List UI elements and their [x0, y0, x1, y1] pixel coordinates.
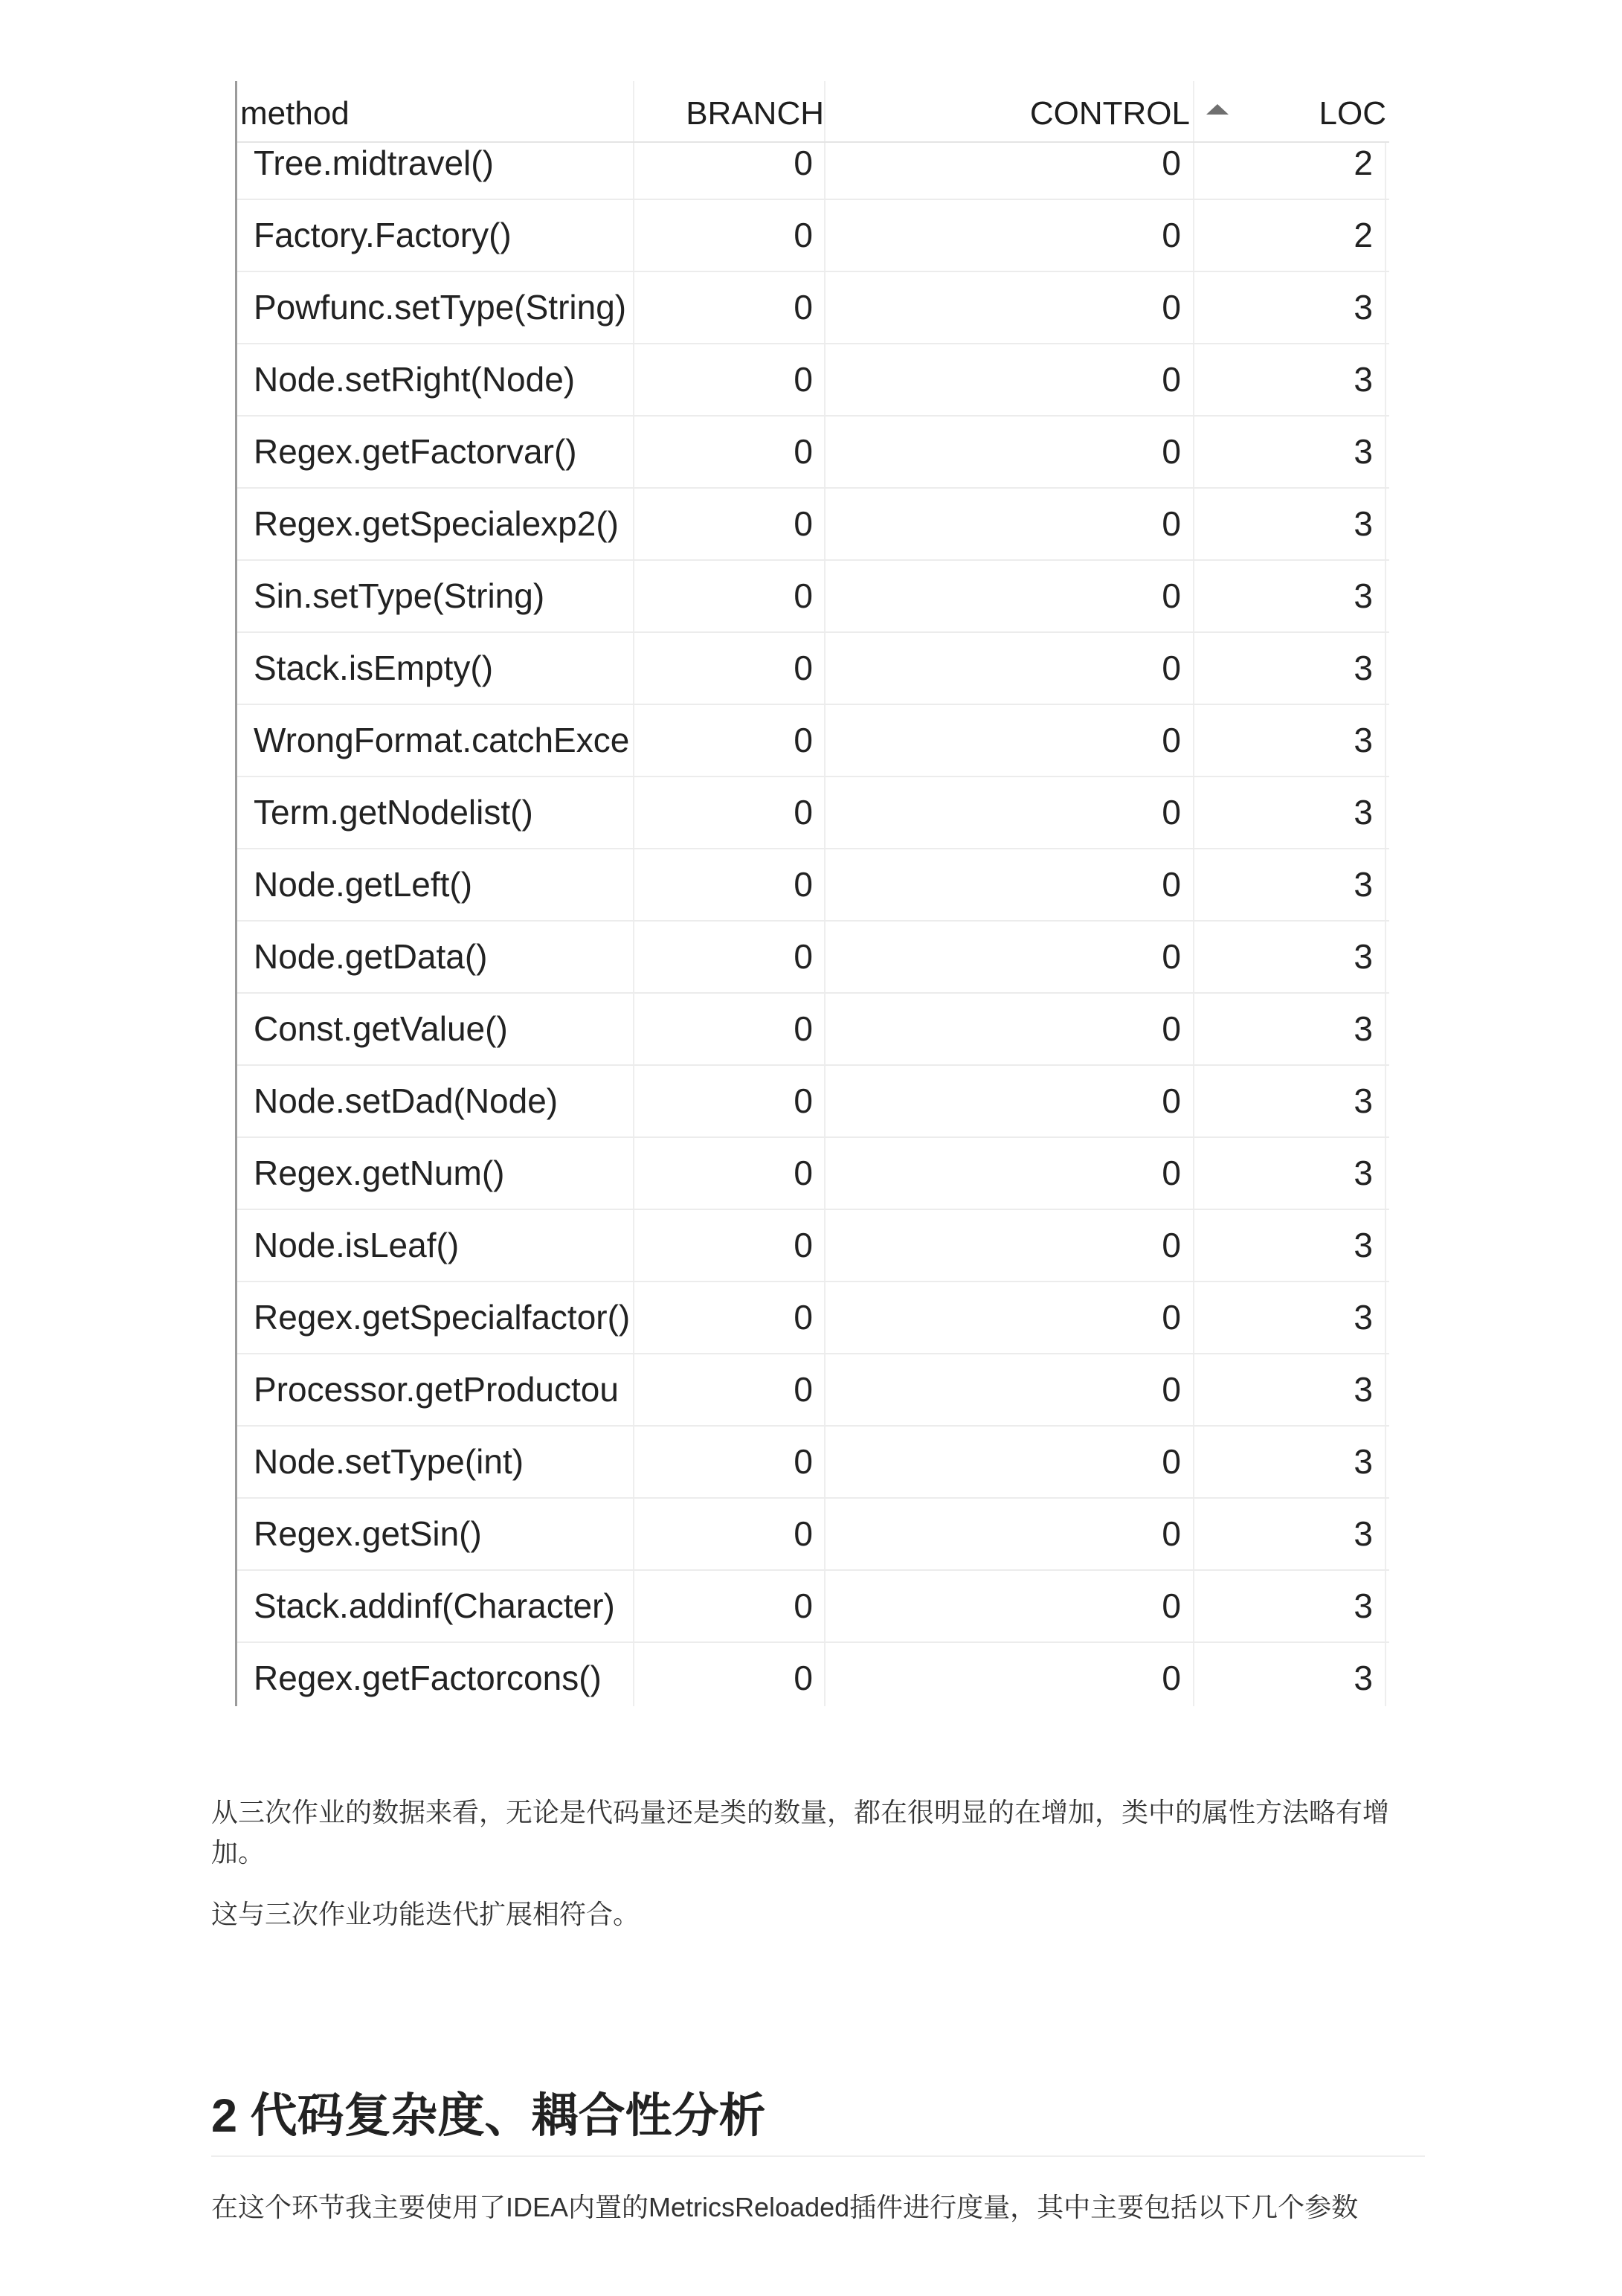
- summary-paragraph: 从三次作业的数据来看，无论是代码量还是类的数量，都在很明显的在增加，类中的属性方法略有增加。: [211, 1797, 1390, 1868]
- table-row: [237, 272, 1389, 344]
- cell-branch: 0: [634, 1354, 826, 1425]
- table-row: [237, 489, 1389, 561]
- cell-loc: 3: [1194, 1571, 1386, 1641]
- cell-method: Stack.addinf(Character): [237, 1571, 634, 1641]
- cell-branch: 0: [634, 272, 826, 343]
- cell-control: 0: [826, 200, 1194, 271]
- table-row: [237, 849, 1389, 922]
- cell-branch: 0: [634, 561, 826, 631]
- cell-loc: 3: [1194, 561, 1386, 631]
- cell-control: 0: [826, 1427, 1194, 1497]
- cell-method: Node.getData(): [237, 922, 634, 992]
- cell-loc: 3: [1194, 1499, 1386, 1569]
- table-row: [237, 1282, 1389, 1354]
- cell-method: Regex.getFactorcons(): [237, 1643, 634, 1706]
- cell-branch: 0: [634, 128, 826, 199]
- table-row: [237, 1643, 1389, 1706]
- cell-branch: 0: [634, 1066, 826, 1136]
- heading-divider: [211, 2155, 1425, 2157]
- cell-control: 0: [826, 1643, 1194, 1706]
- table-row: [237, 1354, 1389, 1427]
- cell-loc: 3: [1194, 994, 1386, 1064]
- cell-branch: 0: [634, 489, 826, 559]
- cell-branch: 0: [634, 705, 826, 776]
- column-header-control[interactable]: CONTROL: [826, 81, 1194, 141]
- column-header-branch[interactable]: BRANCH: [634, 81, 826, 141]
- cell-loc: 3: [1194, 1138, 1386, 1209]
- cell-loc: 3: [1194, 1282, 1386, 1353]
- cell-method: Node.setDad(Node): [237, 1066, 634, 1136]
- cell-branch: 0: [634, 1643, 826, 1706]
- cell-loc: 3: [1194, 633, 1386, 704]
- cell-control: 0: [826, 128, 1194, 199]
- cell-branch: 0: [634, 1138, 826, 1209]
- column-header-method[interactable]: method: [237, 81, 634, 141]
- section-heading: 2 代码复杂度、耦合性分析: [211, 2090, 766, 2142]
- cell-method: Sin.setType(String): [237, 561, 634, 631]
- cell-control: 0: [826, 849, 1194, 920]
- cell-branch: 0: [634, 1427, 826, 1497]
- metrics-table: [235, 81, 1389, 1706]
- cell-control: 0: [826, 1138, 1194, 1209]
- cell-method: Processor.getProductou: [237, 1354, 634, 1425]
- table-row: [237, 561, 1389, 633]
- table-row: [237, 633, 1389, 705]
- cell-branch: 0: [634, 1210, 826, 1281]
- cell-control: 0: [826, 633, 1194, 704]
- cell-control: 0: [826, 1066, 1194, 1136]
- cell-loc: 3: [1194, 1354, 1386, 1425]
- cell-control: 0: [826, 417, 1194, 487]
- cell-method: Node.setType(int): [237, 1427, 634, 1497]
- table-row: [237, 1210, 1389, 1282]
- cell-control: 0: [826, 1571, 1194, 1641]
- table-row: [237, 994, 1389, 1066]
- cell-method: Node.setRight(Node): [237, 344, 634, 415]
- table-row: [237, 1138, 1389, 1210]
- cell-control: 0: [826, 272, 1194, 343]
- cell-loc: 3: [1194, 272, 1386, 343]
- cell-control: 0: [826, 1499, 1194, 1569]
- conclusion-paragraph: 这与三次作业功能迭代扩展相符合。: [211, 1899, 640, 1929]
- cell-method: Regex.getSin(): [237, 1499, 634, 1569]
- cell-control: 0: [826, 922, 1194, 992]
- sort-ascending-icon[interactable]: [1206, 104, 1229, 115]
- cell-loc: 3: [1194, 705, 1386, 776]
- table-row: [237, 1571, 1389, 1643]
- cell-method: WrongFormat.catchExce: [237, 705, 634, 776]
- cell-branch: 0: [634, 1571, 826, 1641]
- cell-control: 0: [826, 777, 1194, 848]
- section-intro-paragraph: 在这个环节我主要使用了IDEA内置的MetricsReloaded插件进行度量，其中主要包括以下几个参数: [211, 2192, 1359, 2222]
- cell-branch: 0: [634, 200, 826, 271]
- cell-branch: 0: [634, 994, 826, 1064]
- table-row: [237, 417, 1389, 489]
- cell-method: Node.getLeft(): [237, 849, 634, 920]
- cell-branch: 0: [634, 777, 826, 848]
- table-row: [237, 1427, 1389, 1499]
- cell-loc: 3: [1194, 1066, 1386, 1136]
- table-body: [237, 128, 1389, 1706]
- cell-branch: 0: [634, 633, 826, 704]
- cell-method: Factory.Factory(): [237, 200, 634, 271]
- table-row: [237, 1499, 1389, 1571]
- cell-branch: 0: [634, 417, 826, 487]
- cell-loc: 3: [1194, 344, 1386, 415]
- cell-control: 0: [826, 1354, 1194, 1425]
- table-row: [237, 705, 1389, 777]
- cell-control: 0: [826, 344, 1194, 415]
- cell-method: Const.getValue(): [237, 994, 634, 1064]
- table-row: [237, 1066, 1389, 1138]
- cell-loc: 3: [1194, 417, 1386, 487]
- cell-loc: 2: [1194, 128, 1386, 199]
- cell-branch: 0: [634, 344, 826, 415]
- cell-method: Regex.getFactorvar(): [237, 417, 634, 487]
- cell-loc: 3: [1194, 777, 1386, 848]
- cell-loc: 3: [1194, 849, 1386, 920]
- cell-control: 0: [826, 705, 1194, 776]
- table-row: [237, 200, 1389, 272]
- cell-method: Powfunc.setType(String): [237, 272, 634, 343]
- cell-branch: 0: [634, 922, 826, 992]
- cell-loc: 2: [1194, 200, 1386, 271]
- cell-branch: 0: [634, 1282, 826, 1353]
- cell-branch: 0: [634, 1499, 826, 1569]
- table-row: [237, 922, 1389, 994]
- cell-method: Term.getNodelist(): [237, 777, 634, 848]
- cell-method: Regex.getNum(): [237, 1138, 634, 1209]
- cell-control: 0: [826, 561, 1194, 631]
- cell-loc: 3: [1194, 1427, 1386, 1497]
- cell-loc: 3: [1194, 1643, 1386, 1706]
- cell-method: Regex.getSpecialexp2(): [237, 489, 634, 559]
- cell-method: Regex.getSpecialfactor(): [237, 1282, 634, 1353]
- table-header: [237, 81, 1389, 143]
- cell-method: Stack.isEmpty(): [237, 633, 634, 704]
- cell-loc: 3: [1194, 1210, 1386, 1281]
- cell-loc: 3: [1194, 922, 1386, 992]
- cell-method: Tree.midtravel(): [237, 128, 634, 199]
- cell-control: 0: [826, 1210, 1194, 1281]
- cell-control: 0: [826, 994, 1194, 1064]
- cell-control: 0: [826, 1282, 1194, 1353]
- cell-method: Node.isLeaf(): [237, 1210, 634, 1281]
- table-row: [237, 344, 1389, 417]
- column-header-loc[interactable]: LOC: [1319, 95, 1386, 132]
- cell-loc: 3: [1194, 489, 1386, 559]
- cell-branch: 0: [634, 849, 826, 920]
- cell-control: 0: [826, 489, 1194, 559]
- table-row: [237, 777, 1389, 849]
